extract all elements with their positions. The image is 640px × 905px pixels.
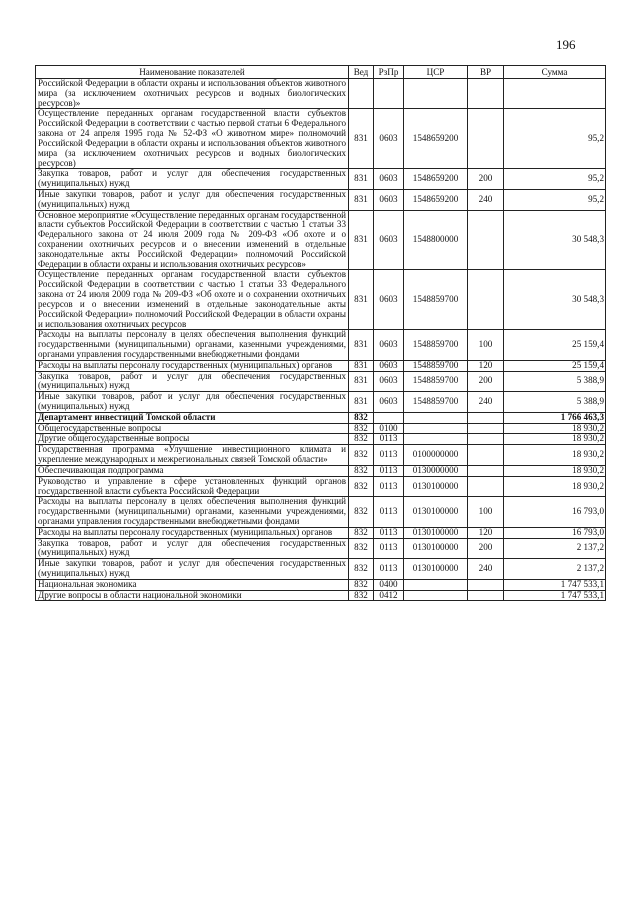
cell-ved: 831 [349,371,374,392]
cell-ved: 832 [349,538,374,559]
table-body [36,79,606,601]
cell-rzpr: 0113 [374,434,404,445]
cell-vr [468,434,504,445]
cell-csr: 1548859700 [404,270,468,330]
cell-name: Другие вопросы в области национальной экономики [36,590,349,601]
cell-name: Национальная экономика [36,579,349,590]
cell-csr: 0100000000 [404,445,468,466]
cell-vr: 100 [468,330,504,360]
cell-vr [468,423,504,434]
cell-csr: 1548859700 [404,330,468,360]
budget-table [35,65,606,601]
cell-name: Российской Федерации в области охраны и использования объектов животного мира (за исключением охотничьих ресурсов и водных биологических ресурсов)» [36,79,349,109]
cell-vr [468,445,504,466]
table-row [36,579,606,590]
cell-ved: 832 [349,476,374,497]
cell-rzpr: 0113 [374,527,404,538]
table-row [36,497,606,527]
cell-sum: 18 930,2 [504,423,606,434]
table-row [36,189,606,210]
cell-ved: 832 [349,423,374,434]
cell-csr [404,412,468,423]
cell-csr: 1548659200 [404,189,468,210]
header-name: Наименование показателей [36,66,349,79]
table-row [36,434,606,445]
cell-name: Обеспечивающая подпрограмма [36,465,349,476]
cell-csr: 0130100000 [404,559,468,580]
cell-csr: 1548800000 [404,210,468,270]
cell-rzpr: 0113 [374,538,404,559]
cell-sum: 95,2 [504,109,606,169]
cell-sum [504,79,606,109]
cell-name: Осуществление переданных органам государственной власти субъектов Российской Федерации в соответствии с частью первой статьи 6 Федерального закона от 24 апреля 1995 года № 52-ФЗ «О животном мире» полномочий Российской Федерации в области охраны и использования объектов животного мира (за исключением охотничьих ресурсов и водных биологических ресурсов) [36,109,349,169]
cell-ved: 831 [349,169,374,190]
cell-sum: 18 930,2 [504,476,606,497]
table-row [36,412,606,423]
cell-name: Расходы на выплаты персоналу государственных (муниципальных) органов [36,360,349,371]
cell-csr [404,79,468,109]
cell-vr [468,579,504,590]
cell-vr: 120 [468,360,504,371]
table-row [36,559,606,580]
cell-sum: 2 137,2 [504,559,606,580]
cell-name: Иные закупки товаров, работ и услуг для обеспечения государственных (муниципальных) нужд [36,392,349,413]
table-header-row [36,66,606,79]
cell-sum: 1 766 463,3 [504,412,606,423]
cell-name: Закупка товаров, работ и услуг для обеспечения государственных (муниципальных) нужд [36,169,349,190]
cell-sum: 18 930,2 [504,434,606,445]
cell-name: Осуществление переданных органам государственной власти субъектов Российской Федерации в соответствии с частью 1 статьи 33 Федерального закона от 24 июля 2009 года № 209-ФЗ «Об охоте и о сохранении охотничьих ресурсов и о внесении изменений в отдельные законодательные акты Российской Федерации» полномочий Российской Федерации в области охраны и использования охотничьих ресурсов [36,270,349,330]
cell-rzpr: 0113 [374,476,404,497]
header-vr: ВР [468,66,504,79]
header-rzpr: РзПр [374,66,404,79]
cell-ved: 831 [349,109,374,169]
cell-ved: 832 [349,412,374,423]
cell-ved: 832 [349,590,374,601]
cell-rzpr: 0603 [374,330,404,360]
cell-csr [404,579,468,590]
cell-ved: 831 [349,210,374,270]
cell-sum: 16 793,0 [504,497,606,527]
cell-sum: 30 548,3 [504,270,606,330]
cell-vr [468,465,504,476]
cell-name: Иные закупки товаров, работ и услуг для обеспечения государственных (муниципальных) нужд [36,559,349,580]
cell-rzpr: 0113 [374,445,404,466]
cell-sum: 95,2 [504,169,606,190]
table-row [36,270,606,330]
cell-name: Государственная программа «Улучшение инвестиционного климата и укрепление международных и межрегиональных связей Томской области» [36,445,349,466]
cell-ved: 832 [349,445,374,466]
table-row [36,423,606,434]
cell-vr: 240 [468,559,504,580]
cell-name: Основное мероприятие «Осуществление переданных органам государственной власти субъектов Российской Федерации в соответствии с частью 1 статьи 33 Федерального закона от 24 июля 2009 года № 209-ФЗ «Об охоте и о сохранении охотничьих ресурсов и о внесении изменений в отдельные законодательные акты Российской Федерации» полномочий Российской Федерации в области охраны и использования охотничьих ресурсов» [36,210,349,270]
cell-sum: 25 159,4 [504,330,606,360]
cell-ved: 832 [349,434,374,445]
cell-rzpr: 0113 [374,497,404,527]
table-row [36,210,606,270]
cell-csr: 0130000000 [404,465,468,476]
cell-ved: 831 [349,330,374,360]
cell-rzpr: 0113 [374,465,404,476]
cell-sum: 5 388,9 [504,371,606,392]
cell-rzpr: 0113 [374,559,404,580]
cell-sum: 25 159,4 [504,360,606,371]
cell-sum: 2 137,2 [504,538,606,559]
table-row [36,109,606,169]
cell-vr: 240 [468,392,504,413]
cell-rzpr: 0603 [374,169,404,190]
header-csr: ЦСР [404,66,468,79]
cell-name: Другие общегосударственные вопросы [36,434,349,445]
cell-csr [404,423,468,434]
cell-ved: 831 [349,270,374,330]
cell-vr: 200 [468,371,504,392]
cell-ved: 832 [349,579,374,590]
cell-rzpr [374,412,404,423]
cell-ved: 831 [349,392,374,413]
cell-rzpr: 0603 [374,371,404,392]
cell-rzpr: 0603 [374,189,404,210]
cell-sum: 1 747 533,1 [504,579,606,590]
cell-rzpr: 0603 [374,109,404,169]
cell-sum: 5 388,9 [504,392,606,413]
cell-vr: 240 [468,189,504,210]
table-row [36,79,606,109]
table-row [36,590,606,601]
cell-rzpr: 0100 [374,423,404,434]
cell-ved: 832 [349,497,374,527]
table-row [36,360,606,371]
cell-csr [404,434,468,445]
cell-sum: 16 793,0 [504,527,606,538]
cell-vr: 120 [468,527,504,538]
cell-rzpr [374,79,404,109]
cell-name: Расходы на выплаты персоналу в целях обеспечения выполнения функций государственными (муниципальными) органами, казенными учреждениями, органами управления государственными внебюджетными фондами [36,497,349,527]
cell-csr: 0130100000 [404,497,468,527]
header-ved: Вед [349,66,374,79]
cell-ved: 832 [349,465,374,476]
table-row [36,527,606,538]
cell-rzpr: 0603 [374,392,404,413]
cell-vr [468,79,504,109]
cell-csr: 1548659200 [404,109,468,169]
cell-name: Руководство и управление в сфере установленных функций органов государственной власти субъекта Российской Федерации [36,476,349,497]
cell-csr: 0130100000 [404,527,468,538]
cell-sum: 18 930,2 [504,465,606,476]
table-row [36,465,606,476]
cell-sum: 30 548,3 [504,210,606,270]
table-row [36,476,606,497]
cell-name: Департамент инвестиций Томской области [36,412,349,423]
cell-rzpr: 0412 [374,590,404,601]
cell-name: Общегосударственные вопросы [36,423,349,434]
cell-csr: 0130100000 [404,538,468,559]
cell-name: Иные закупки товаров, работ и услуг для обеспечения государственных (муниципальных) нужд [36,189,349,210]
cell-name: Расходы на выплаты персоналу в целях обеспечения выполнения функций государственными (муниципальными) органами, казенными учреждениями, органами управления государственными внебюджетными фондами [36,330,349,360]
cell-vr: 200 [468,538,504,559]
cell-sum: 95,2 [504,189,606,210]
cell-ved: 831 [349,360,374,371]
table-row [36,330,606,360]
cell-ved: 832 [349,559,374,580]
table-row [36,392,606,413]
cell-vr [468,270,504,330]
cell-name: Закупка товаров, работ и услуг для обеспечения государственных (муниципальных) нужд [36,538,349,559]
cell-name: Закупка товаров, работ и услуг для обеспечения государственных (муниципальных) нужд [36,371,349,392]
cell-vr [468,412,504,423]
table-row [36,371,606,392]
cell-vr [468,210,504,270]
cell-csr: 1548659200 [404,169,468,190]
cell-vr [468,476,504,497]
table-row [36,445,606,466]
cell-ved [349,79,374,109]
cell-rzpr: 0603 [374,210,404,270]
cell-vr: 100 [468,497,504,527]
table-row [36,538,606,559]
page-number: 196 [556,37,576,52]
cell-csr: 1548859700 [404,360,468,371]
cell-vr [468,590,504,601]
header-sum: Сумма [504,66,606,79]
cell-csr [404,590,468,601]
cell-csr: 1548859700 [404,392,468,413]
cell-ved: 832 [349,527,374,538]
cell-vr [468,109,504,169]
cell-csr: 0130100000 [404,476,468,497]
cell-name: Расходы на выплаты персоналу государственных (муниципальных) органов [36,527,349,538]
cell-rzpr: 0400 [374,579,404,590]
cell-rzpr: 0603 [374,360,404,371]
cell-rzpr: 0603 [374,270,404,330]
cell-ved: 831 [349,189,374,210]
cell-csr: 1548859700 [404,371,468,392]
cell-sum: 18 930,2 [504,445,606,466]
table-row [36,169,606,190]
cell-vr: 200 [468,169,504,190]
cell-sum: 1 747 533,1 [504,590,606,601]
